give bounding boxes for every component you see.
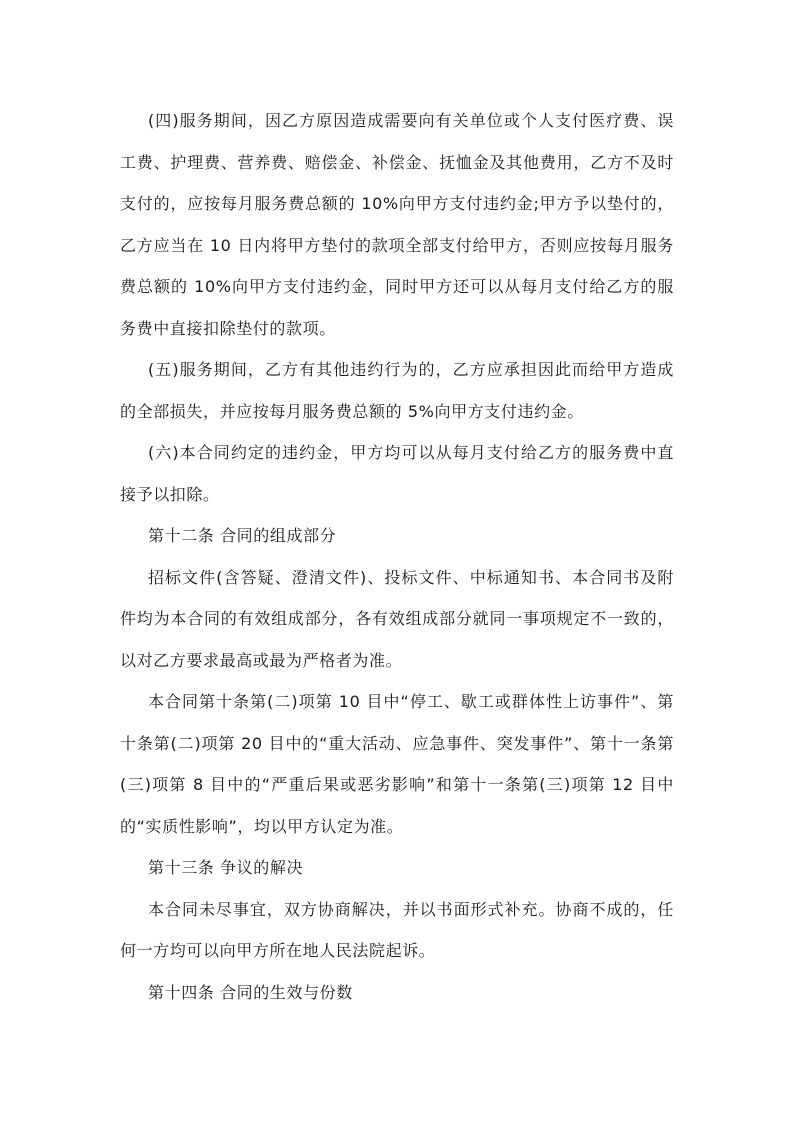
paragraph-dispute-resolution: 本合同未尽事宜，双方协商解决，并以书面形式补充。协商不成的，任何一方均可以向甲方所在地人民法院起诉。 — [120, 899, 674, 960]
document-body — [120, 100, 674, 1013]
paragraph-determination-rules: 本合同第十条第(二)项第 10 目中“停工、歇工或群体性上访事件”、第十条第(二)项第 20 目中的“重大活动、应急事件、突发事件”、第十一条第(三)项第 8 目中的“严重后果或恶劣影响”和第十一条第(三)项第 12 目中的“实质性影响”，均以甲方认定为准。 — [120, 692, 674, 836]
article-12-heading: 第十二条 合同的组成部分 — [148, 526, 337, 545]
paragraph-contract-components: 招标文件(含答疑、澄清文件)、投标文件、中标通知书、本合同书及附件均为本合同的有效组成部分，各有效组成部分就同一事项规定不一致的，以对乙方要求最高或最为严格者为准。 — [120, 567, 674, 670]
paragraph-penalty-5: (五)服务期间，乙方有其他违约行为的，乙方应承担因此而给甲方造成的全部损失，并应按每月服务费总额的 5%向甲方支付违约金。 — [120, 360, 674, 421]
paragraph-penalty-4: (四)服务期间，因乙方原因造成需要向有关单位或个人支付医疗费、误工费、护理费、营养费、赔偿金、补偿金、抚恤金及其他费用，乙方不及时支付的，应按每月服务费总额的 10%向甲方支付违约金;甲方予以垫付的，乙方应当在 10 日内将甲方垫付的款项全部支付给甲方，否则应按每月服务费总额的 10%向甲方支付违约金，同时甲方还可以从每月支付给乙方的服务费中直接扣除垫付的款项。 — [120, 111, 674, 338]
paragraph-penalty-6: (六)本合同约定的违约金，甲方均可以从每月支付给乙方的服务费中直接予以扣除。 — [120, 443, 674, 504]
article-13-heading: 第十三条 争议的解决 — [148, 858, 304, 877]
article-14-heading: 第十四条 合同的生效与份数 — [148, 982, 353, 1002]
